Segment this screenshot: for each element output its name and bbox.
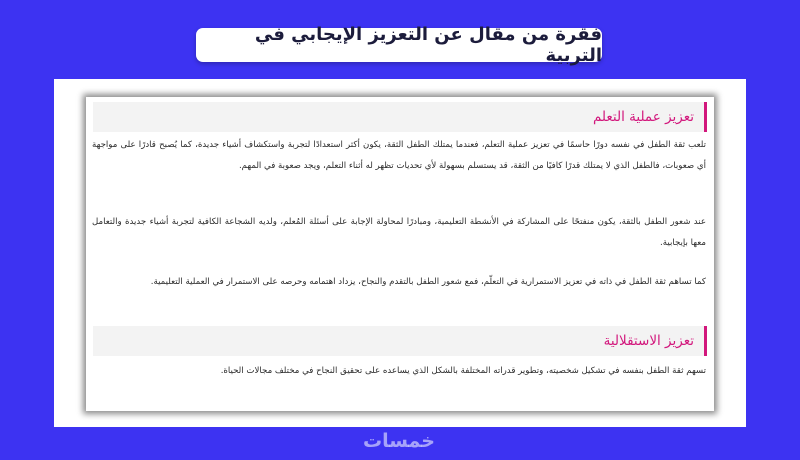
paragraph: كما تساهم ثقة الطفل في ذاته في تعزيز الاستمرارية في التعلّم، فمع شعور الطفل بالتقدم والنجاح، يزداد اهتمامه وحرصه على الاستمرار في العملية التعليمية.: [150, 277, 706, 287]
article-card: [86, 97, 714, 411]
page-title: فقرة من مقال عن التعزيز الإيجابي في التربية: [254, 24, 602, 66]
paragraph: تلعب ثقة الطفل في نفسه دورًا حاسمًا في تعزيز عملية التعلم، فعندما يمتلك الطفل الثقة، يكون أكثر استعدادًا لتجربة واستكشاف أشياء جديدة، كما يُصبح قادرًا على مواجهة أي صعوبات، فالطفل الذي لا يمتلك قدرًا كافيًا من الثقة، قد يستسلم بسهولة لأي تحديات تظهر له أثناء التعلم، ويجد صعوبة في المهم.: [92, 140, 706, 171]
section-heading-learning: [93, 102, 707, 132]
watermark-logo: خمسات: [363, 430, 435, 452]
paragraph: تسهم ثقة الطفل بنفسه في تشكيل شخصيته، وتطوير قدراته المختلفة بالشكل الذي يساعده على تحقيق النجاح في مختلف مجالات الحياة.: [220, 366, 706, 376]
paragraph: عند شعور الطفل بالثقة، يكون منفتحًا على المشاركة في الأنشطة التعليمية، ومبادرًا لمحاولة الإجابة على أسئلة المُعلم، ولديه الشجاعة الكافية لتجربة أشياء جديدة والتعامل معها بإيجابية.: [92, 217, 706, 248]
title-banner: [196, 24, 602, 66]
section-heading-text: تعزيز الاستقلالية: [603, 333, 694, 349]
section-heading-text: تعزيز عملية التعلم: [592, 109, 694, 125]
section-heading-independence: [93, 326, 707, 356]
